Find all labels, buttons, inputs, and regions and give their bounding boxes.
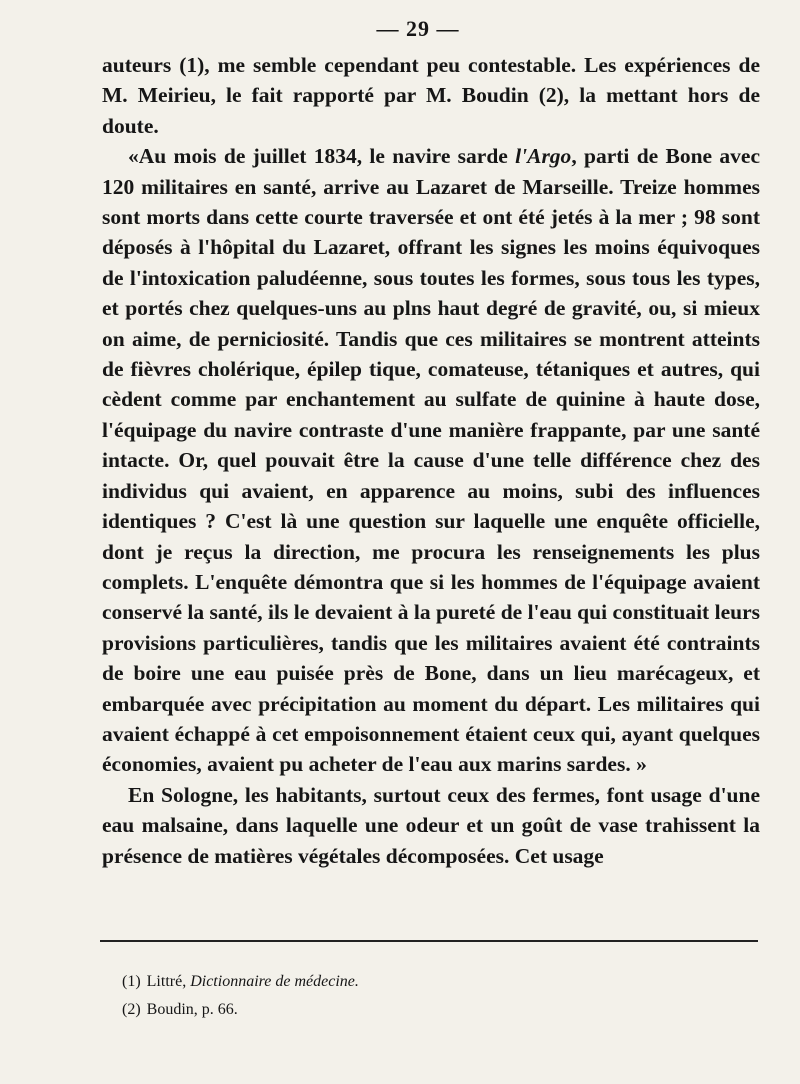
footnote-1-marker: (1) [122, 973, 141, 990]
paragraph-2-text-after: , parti de Bone avec 120 militaires en santé, arrive au Lazaret de Marseille. Treize hommes sont morts dans cette courte traversée et ont été jetés à la mer ; 98 sont déposés à l'hôpital du Lazaret, offrant les signes les moins équivoques de l'intoxication paludéenne, sous toutes les formes, sous tous les types, et portés chez quelques-uns au plns haut degré de gravité, ou, si mieux on aime, de perniciosité. Tandis que ces militaires se montrent atteints de fièvres cholérique, épilep tique, comateuse, tétaniques et autres, qui cèdent comme par enchantement au sulfate de quinine à haute dose, l'équipage du navire contraste d'une manière frappante, par une santé intacte. Or, quel pouvait être la cause d'une telle différence chez des individus qui avaient, en apparence au moins, subi des influences identiques ? C'est là une question sur laquelle une enquête officielle, dont je reçus la direction, me procura les renseignements les plus complets. L'enquête démontra que si les hommes de l'équipage avaient conservé la santé, ils le devaient à la pureté de l'eau qui constituait leurs provisions particulières, tandis que les militaires avaient été contraints de boire une eau puisée près de Bone, dans un lieu marécageux, et embarquée avec précipitation au moment du départ. Les militaires qui avaient échappé à cet empoisonnement étaient ceux qui, ayant quelques économies, avaient pu acheter de l'eau aux marins sardes. » [102, 144, 760, 777]
footnotes [122, 968, 742, 1024]
footnote-1 [122, 968, 742, 996]
footnote-2-marker: (2) [122, 1001, 141, 1018]
paragraph-2-text-before: «Au mois de juillet 1834, le navire sarde [128, 144, 516, 169]
footnote-divider [100, 940, 758, 942]
paragraph-1: auteurs (1), me semble cependant peu contestable. Les expériences de M. Meirieu, le fait rapporté par M. Boudin (2), la mettant hors de doute. [102, 53, 760, 138]
footnote-1-title: Dictionnaire de médecine. [190, 973, 359, 990]
footnote-2-text: Boudin, p. 66. [146, 1001, 238, 1018]
body-text [102, 50, 760, 871]
page-number: — 29 — [376, 16, 460, 41]
footnote-2 [122, 996, 742, 1024]
footnote-1-author: Littré, [146, 973, 187, 990]
paragraph-2-quote [102, 141, 760, 780]
ship-name: l'Argo [515, 144, 572, 169]
paragraph-3: En Sologne, les habitants, surtout ceux des fermes, font usage d'une eau malsaine, dans laquelle une odeur et un goût de vase trahissent la présence de matières végétales décomposées. Cet usage [102, 782, 760, 868]
